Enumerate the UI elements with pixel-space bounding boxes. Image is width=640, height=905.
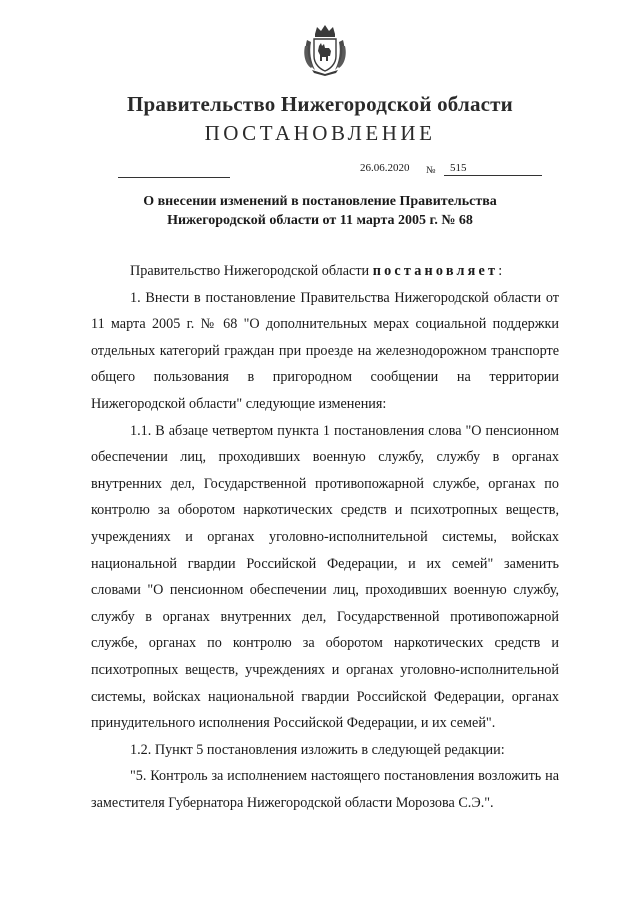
paragraph-1-1: 1.1. В абзаце четвертом пункта 1 постановления слова "О пенсионном обеспечении лиц, проходивших военную службу, службу в органах внутренних дел, Государственной противопожарной службе, органах по контролю за оборотом наркотических средств и психотропных веществ, учреждениях и органах уголовно-исполнительной системы, войсках национальной гвардии Российской Федерации, и их семей" заменить словами "О пенсионном обеспечении лиц, проходивших военную службу, службу в органах внутренних дел, Государственной противопожарной службе, органах по контролю за оборотом наркотических средств и психотропных веществ, учреждениях и органах уголовно-исполнительной системы, войсках национальной гвардии Российской Федерации, органах принудительного исполнения Российской Федерации, и их семей". [91, 422, 559, 732]
intro-paragraph [91, 258, 559, 285]
document-date: 26.06.2020 [360, 162, 410, 174]
intro-end: : [498, 263, 503, 279]
organization-title: Правительство Нижегородской области [127, 92, 513, 116]
coat-of-arms-icon [303, 24, 347, 76]
document-type: ПОСТАНОВЛЕНИЕ [204, 121, 436, 145]
paragraph-5: "5. Контроль за исполнением настоящего постановления возложить на заместителя Губернатора Нижегородской области Морозова С.Э.". [91, 768, 559, 811]
subject-line-2: Нижегородской области от 11 марта 2005 г. № 68 [167, 213, 473, 228]
paragraph-1: 1. Внести в постановление Правительства Нижегородской области от 11 марта 2005 г. № 68 "О дополнительных мерах социальной поддержки отдельных категорий граждан при проезде на железнодорожном транспорте общего пользования в пригородном сообщении на территории Нижегородской области" следующие изменения: [91, 289, 559, 412]
document-body [91, 258, 559, 816]
document-subject [0, 192, 640, 230]
intro-decree-word: постановляет [372, 263, 499, 279]
intro-text: Правительство Нижегородской области [130, 263, 373, 279]
document-number: 515 [444, 162, 542, 176]
subject-line-1: О внесении изменений в постановление Правительства [143, 194, 497, 209]
number-label: № [426, 165, 436, 176]
blank-line [118, 177, 230, 178]
paragraph-1-2: 1.2. Пункт 5 постановления изложить в следующей редакции: [130, 741, 505, 758]
